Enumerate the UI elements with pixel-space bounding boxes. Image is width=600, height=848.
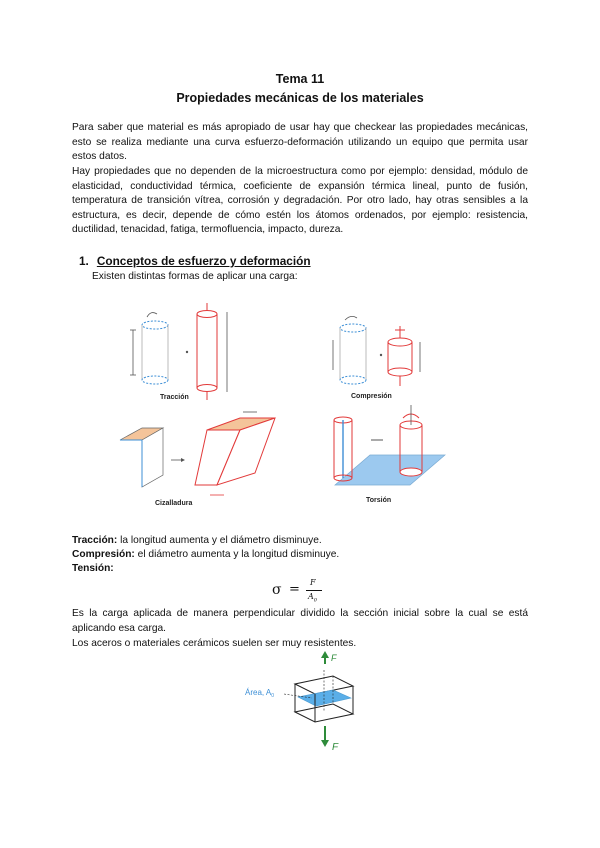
fraction-bar — [306, 590, 322, 591]
formula-numerator: F — [310, 578, 316, 587]
label-compresion: Compresión — [351, 393, 392, 400]
traccion-diagram — [130, 303, 227, 401]
label-cizalladura: Cizalladura — [155, 500, 193, 507]
section-title: Conceptos de esfuerzo y deformación — [96, 254, 311, 268]
text-traccion: la longitud aumenta y el diámetro disminuye. — [117, 535, 322, 546]
term-traccion: Tracción: — [72, 535, 118, 546]
load-types-figure — [95, 300, 455, 515]
sigma-symbol: σ — [272, 582, 282, 598]
tension-paragraph: Es la carga aplicada de manera perpendicular dividido la sección inicial sobre la cual se está aplicando esa carga. — [72, 608, 528, 634]
stress-formula — [272, 578, 352, 608]
page-title: Propiedades mecánicas de los materiales — [176, 91, 424, 105]
force-bottom-label: F — [332, 742, 339, 753]
torsion-diagram — [334, 405, 445, 504]
compresion-diagram — [333, 316, 420, 400]
label-torsion: Torsión — [366, 497, 392, 504]
force-top-label: F — [331, 653, 337, 663]
text-compresion: el diámetro aumenta y la longitud disminuye. — [134, 549, 340, 560]
formula-denominator: $A_0$ — [308, 592, 317, 604]
cube-area-figure — [240, 650, 370, 755]
area-label: Área, $A_0$ — [245, 688, 275, 699]
def-traccion — [72, 534, 322, 547]
term-compresion: Compresión: — [72, 549, 135, 560]
section-subtitle: Existen distintas formas de aplicar una carga: — [92, 271, 298, 282]
section-number: 1. — [79, 254, 89, 268]
topic-number: Tema 11 — [275, 72, 325, 86]
term-tension: Tensión: — [72, 563, 114, 574]
resistance-note: Los aceros o materiales cerámicos suelen ser muy resistentes. — [72, 638, 357, 649]
section-heading — [79, 254, 311, 268]
cizalladura-diagram — [120, 412, 275, 507]
intro-paragraph-2: Hay propiedades que no dependen de la microestructura como por ejemplo: densidad, módulo de elasticidad, conductividad térmica, coeficiente de expansión térmica lineal, punto de fusión, temperatura de transición vítrea, corrosión y degradación. Por otro lado, hay otras sensibles a la estructura, es decir, depende de cómo estén los átomos ordenados, por ejemplo: resistencia, ductilidad, tenacidad, fatiga, termofluencia, impacto, dureza. — [72, 166, 528, 236]
label-traccion: Tracción — [160, 394, 189, 401]
intro-paragraph-1: Para saber que material es más apropiado de usar hay que checkear las propiedades mecánicas, esto se realiza mediante una curva esfuerzo-deformación utilizando un equipo que permita usar estos datos. — [72, 122, 528, 163]
def-compresion — [72, 548, 339, 561]
equals-sign: = — [289, 582, 300, 597]
